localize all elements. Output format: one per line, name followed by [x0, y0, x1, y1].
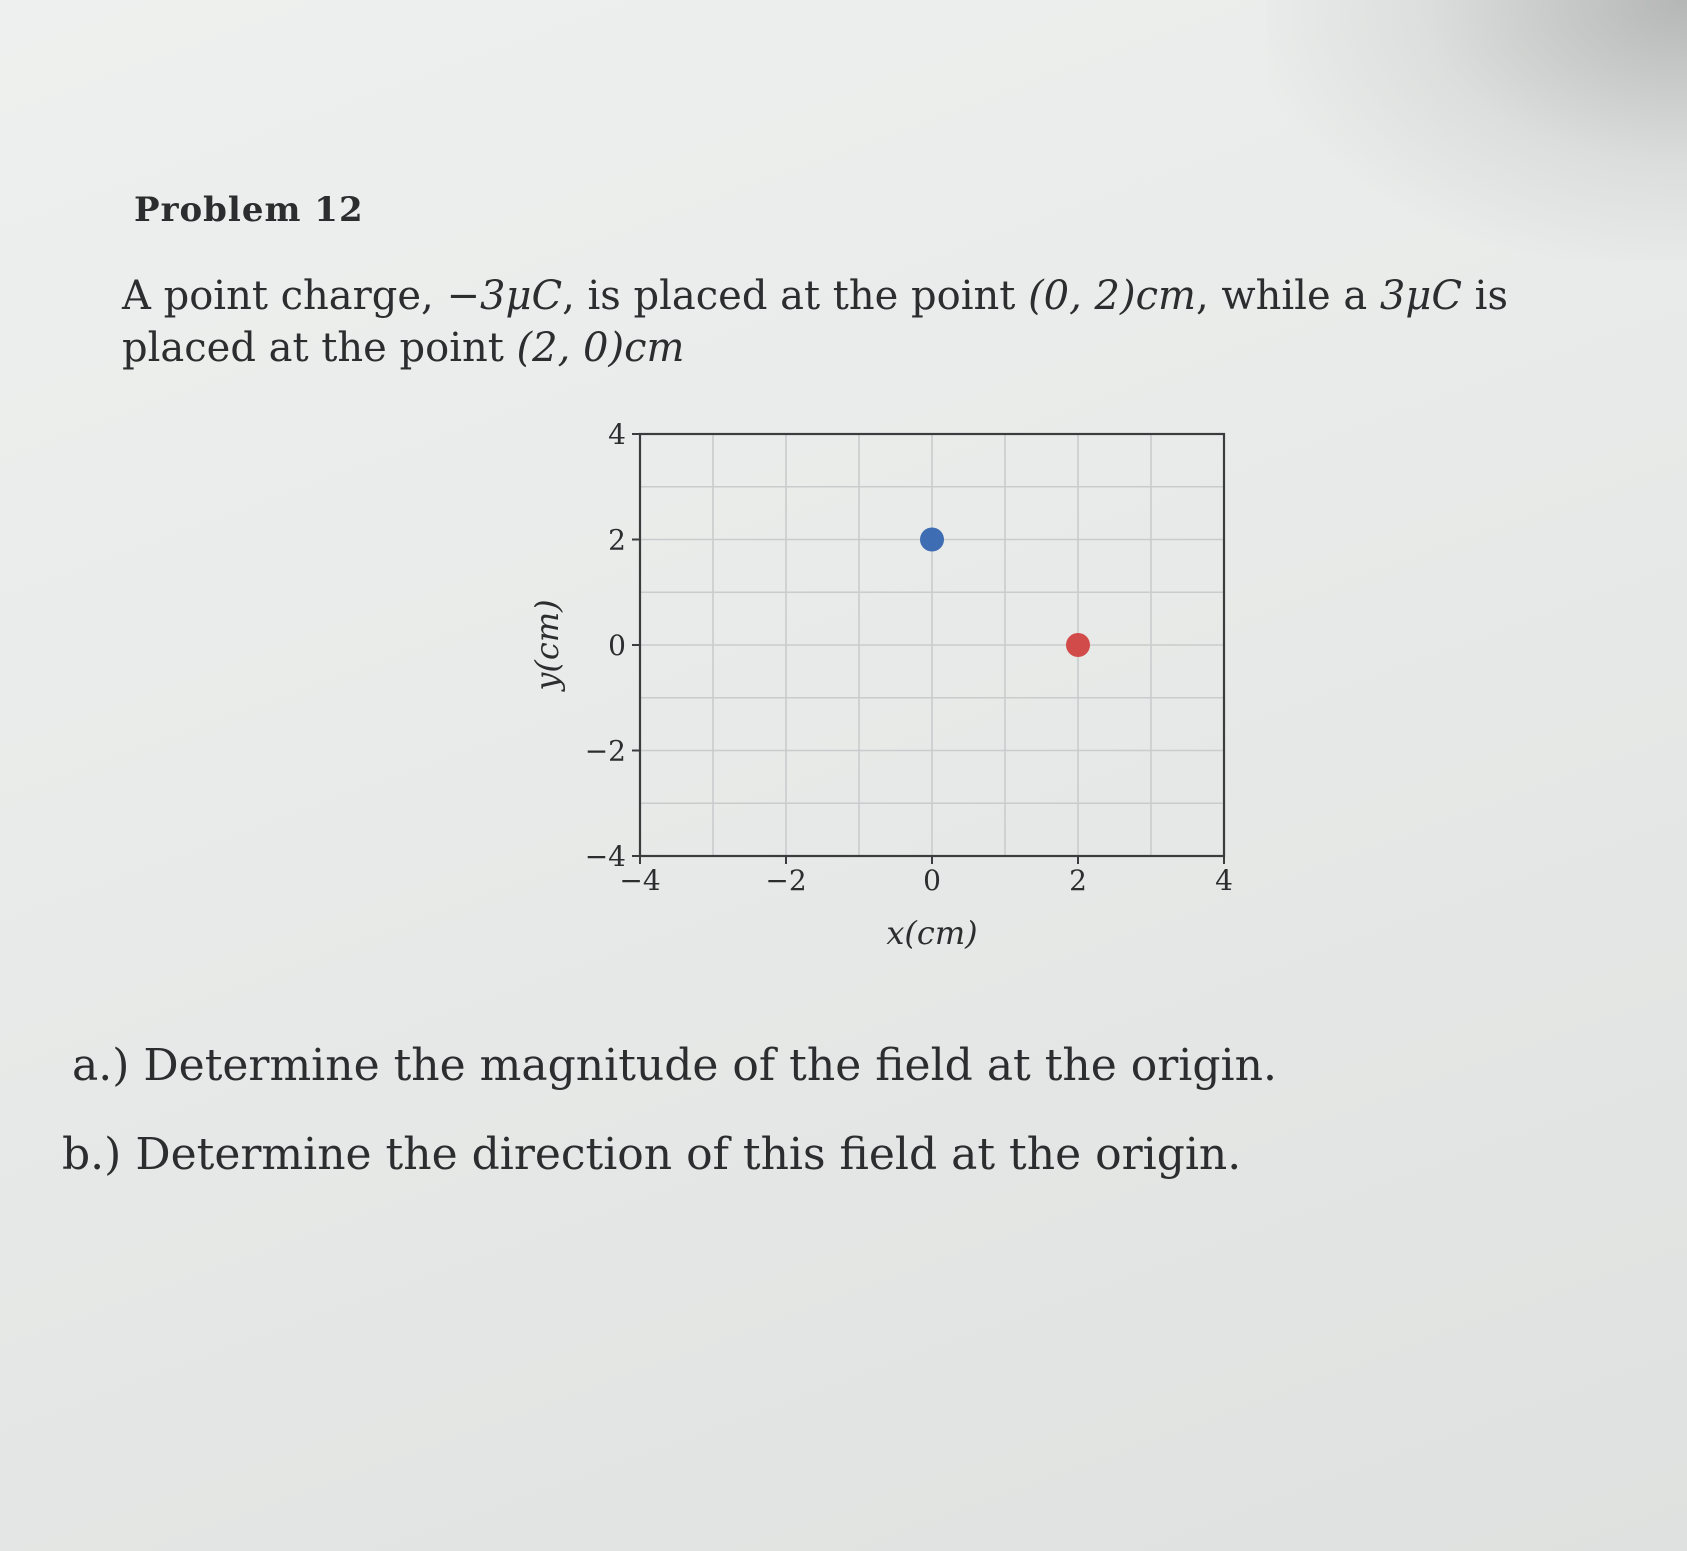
x-tick-label: 2	[1069, 864, 1087, 897]
y-tick-label: 4	[608, 418, 626, 451]
y-tick-label: −2	[584, 734, 626, 768]
x-tick-label: 4	[1215, 864, 1233, 897]
x-axis-label: x(cm)	[886, 914, 978, 952]
statement-text: placed at the point	[122, 325, 517, 371]
question-a	[72, 1040, 1277, 1091]
point-negative-charge: (0, 2)cm	[1028, 273, 1196, 319]
charge-point-1	[920, 528, 944, 552]
x-tick-label: −4	[619, 864, 661, 897]
question-b-text: Determine the direction of this field at the origin.	[135, 1129, 1242, 1180]
charge-positive: 3μC	[1379, 273, 1462, 319]
charge-negative: −3μC	[446, 273, 563, 319]
x-tick-label: 0	[923, 864, 941, 897]
statement-text: is	[1461, 273, 1509, 319]
y-axis-label: y(cm)	[528, 599, 566, 691]
statement-text: A point charge,	[122, 273, 447, 319]
question-b-label: b.)	[62, 1129, 122, 1180]
point-positive-charge: (2, 0)cm	[516, 325, 685, 371]
question-a-label: a.)	[72, 1040, 130, 1091]
x-tick-label: −2	[765, 864, 807, 897]
question-a-text: Determine the magnitude of the field at the origin.	[143, 1040, 1277, 1091]
problem-title: Problem 12	[134, 190, 364, 230]
question-list	[62, 1040, 1277, 1180]
statement-text: , while a	[1195, 273, 1380, 319]
y-tick-label: 2	[608, 523, 626, 557]
y-tick-label: 0	[608, 629, 626, 662]
question-b	[62, 1129, 1277, 1180]
statement-text: , is placed at the point	[562, 273, 1029, 319]
charge-point-2	[1066, 633, 1090, 657]
y-tick-label: −4	[584, 840, 626, 873]
